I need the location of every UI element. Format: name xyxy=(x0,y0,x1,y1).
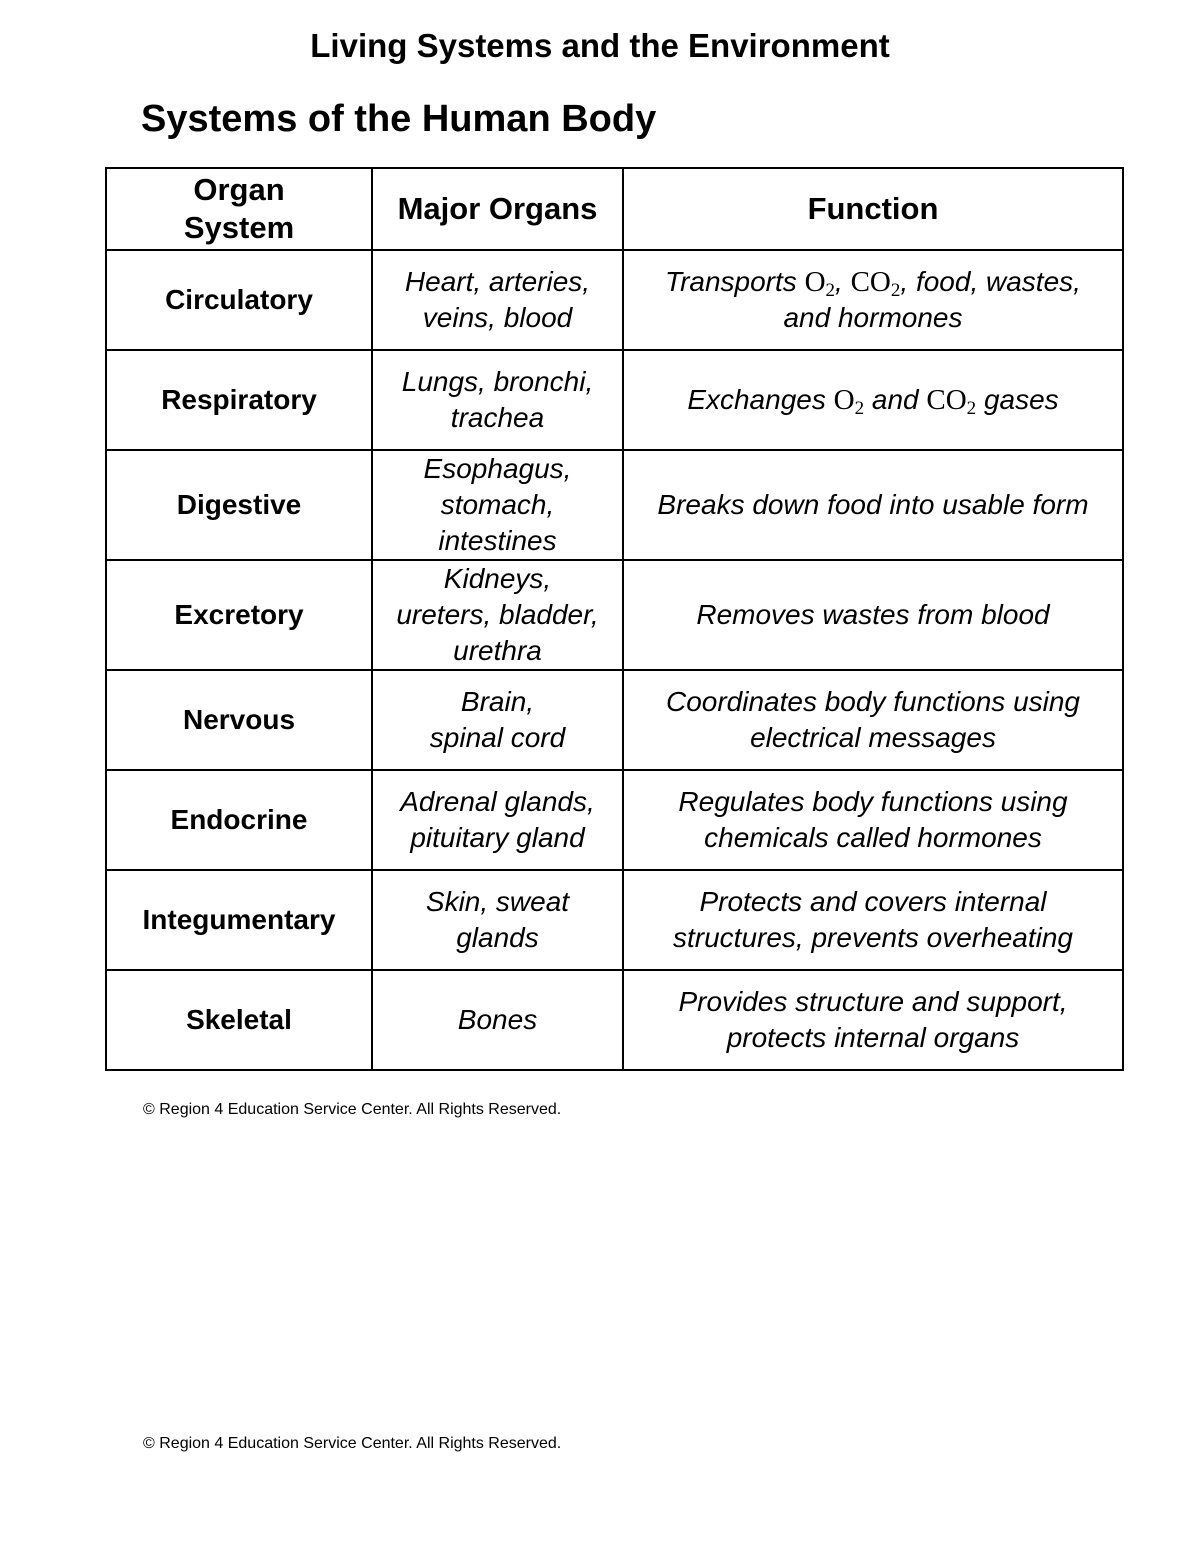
major-organs-cell: Esophagus, stomach, intestines xyxy=(372,450,623,560)
table-row xyxy=(106,970,1123,1070)
table-row xyxy=(106,350,1123,450)
major-organs-cell: Kidneys, ureters, bladder, urethra xyxy=(372,560,623,670)
organ-system-cell: Digestive xyxy=(106,450,372,560)
function-text: , xyxy=(835,266,851,297)
column-header-function: Function xyxy=(623,168,1123,250)
copyright-notice-repeat: © Region 4 Education Service Center. All Rights Reserved. xyxy=(143,1435,562,1452)
chemical-formula xyxy=(926,384,977,419)
chemical-symbol: CO xyxy=(850,266,891,298)
organ-system-cell: Integumentary xyxy=(106,870,372,970)
function-text: , food, wastes, and hormones xyxy=(783,266,1081,333)
major-organs-cell: Lungs, bronchi, trachea xyxy=(372,350,623,450)
column-header-major-organs: Major Organs xyxy=(372,168,623,250)
page-heading: Living Systems and the Environment xyxy=(310,27,890,64)
organ-system-cell: Nervous xyxy=(106,670,372,770)
function-text: gases xyxy=(976,384,1059,415)
function-text: Transports xyxy=(665,266,805,297)
table-row xyxy=(106,450,1123,560)
column-header-organ-system: Organ System xyxy=(106,168,372,250)
function-cell xyxy=(623,560,1123,670)
chemical-subscript: 2 xyxy=(825,280,836,301)
major-organs-cell: Bones xyxy=(372,970,623,1070)
function-cell xyxy=(623,450,1123,560)
chemical-formula xyxy=(833,384,865,419)
function-cell xyxy=(623,870,1123,970)
organ-system-cell: Endocrine xyxy=(106,770,372,870)
organ-system-cell: Respiratory xyxy=(106,350,372,450)
function-cell xyxy=(623,250,1123,350)
table-row xyxy=(106,560,1123,670)
function-cell xyxy=(623,770,1123,870)
function-text: Removes wastes from blood xyxy=(696,599,1050,630)
table-row xyxy=(106,770,1123,870)
major-organs-cell: Skin, sweat glands xyxy=(372,870,623,970)
major-organs-cell: Adrenal glands, pituitary gland xyxy=(372,770,623,870)
organ-system-cell: Circulatory xyxy=(106,250,372,350)
major-organs-cell: Brain, spinal cord xyxy=(372,670,623,770)
function-text: Coordinates body functions using electrical messages xyxy=(665,686,1081,753)
function-text: Regulates body functions using chemicals called hormones xyxy=(678,786,1068,853)
table-body xyxy=(106,250,1123,1070)
function-text: and xyxy=(864,384,927,415)
chemical-formula xyxy=(850,266,901,301)
organ-system-cell: Excretory xyxy=(106,560,372,670)
function-text: Provides structure and support, protects internal organs xyxy=(678,986,1068,1053)
organ-system-cell: Skeletal xyxy=(106,970,372,1070)
major-organs-cell: Heart, arteries, veins, blood xyxy=(372,250,623,350)
chemical-formula xyxy=(804,266,836,301)
function-cell xyxy=(623,970,1123,1070)
function-cell xyxy=(623,670,1123,770)
function-text: Protects and covers internal structures, prevents overheating xyxy=(673,886,1073,953)
table-header-row xyxy=(106,168,1123,250)
function-text: Breaks down food into usable form xyxy=(657,489,1089,520)
chemical-symbol: CO xyxy=(926,384,967,416)
function-text: Exchanges xyxy=(687,384,834,415)
table-row xyxy=(106,870,1123,970)
table-row xyxy=(106,250,1123,350)
chemical-subscript: 2 xyxy=(966,398,977,419)
chemical-symbol: O xyxy=(804,266,826,298)
function-cell xyxy=(623,350,1123,450)
copyright-notice: © Region 4 Education Service Center. All Rights Reserved. xyxy=(143,1101,562,1118)
chemical-subscript: 2 xyxy=(854,398,865,419)
chemical-symbol: O xyxy=(833,384,855,416)
table-row xyxy=(106,670,1123,770)
chemical-subscript: 2 xyxy=(890,280,901,301)
human-body-systems-table xyxy=(105,167,1124,1071)
section-title: Systems of the Human Body xyxy=(141,98,657,140)
